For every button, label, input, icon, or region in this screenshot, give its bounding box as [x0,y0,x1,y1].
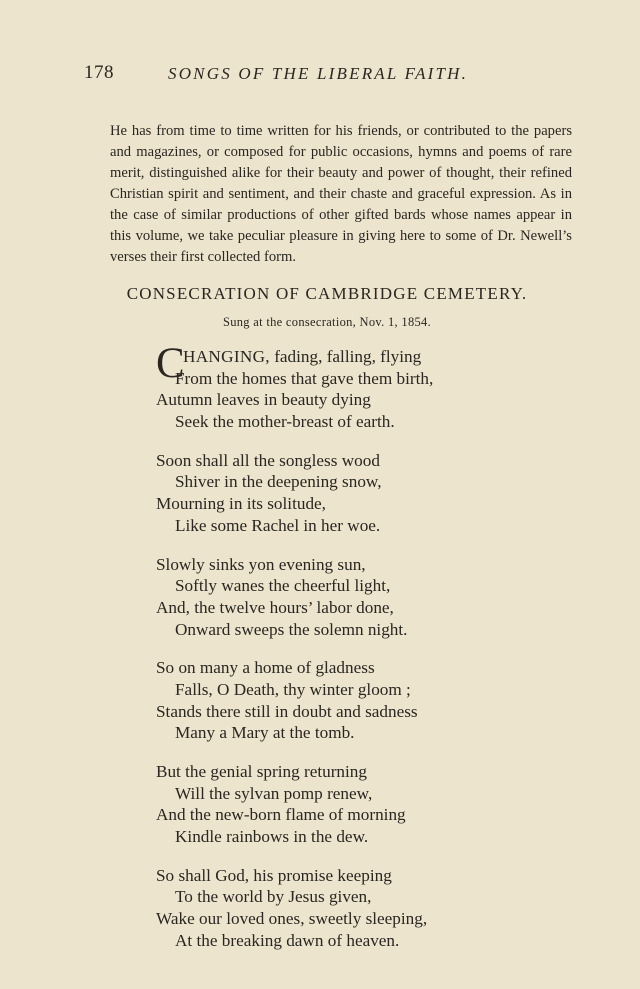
poem-line: Like some Rachel in her woe. [175,515,381,535]
poem-line: Slowly sinks yon evening sun, [156,554,366,574]
stanza [156,340,556,433]
poem-line: Seek the mother-breast of earth. [175,412,395,432]
poem-line: At the breaking dawn of heaven. [175,930,400,950]
poem-line: Mourning in its solitude, [156,494,326,514]
poem-line: So on many a home of gladness [156,658,375,678]
running-head [84,62,584,88]
intro-paragraph: He has from time to time written for his friends, or contributed to the papers and magazines, or composed for public occasions, hymns and poems of rare merit, distinguished alike for their beauty and power of thought, their refined Christian spirit and sentiment, and their chaste and graceful expression. As in the case of similar productions of other gifted bards whose names appear in this volume, we take peculiar pleasure in giving here to some of Dr. Newell’s verses their first collected form. [110,122,572,265]
poem-line: Many a Mary at the tomb. [175,723,355,743]
first-line-caps: HANGING, [183,347,270,366]
poem-line: Will the sylvan pomp renew, [175,783,373,803]
poem-line: Soon shall all the songless wood [156,450,380,470]
poem-line: Autumn leaves in beauty dying [156,390,371,410]
poem-body [156,340,556,969]
drop-cap: C [156,340,185,387]
poem-line: Stands there still in doubt and sadness [156,701,418,721]
poem-line: Shiver in the deepening snow, [175,472,382,492]
poem-title: CONSECRATION OF CAMBRIDGE CEMETERY. [126,284,528,303]
poem-line: And, the twelve hours’ labor done, [156,597,394,617]
poem-line: From the homes that gave them birth, [175,368,434,388]
poem-line: To the world by Jesus given, [175,887,372,907]
poem-line: Kindle rainbows in the dew. [175,827,369,847]
poem-line: Falls, O Death, thy winter gloom ; [175,679,411,699]
stanza [156,554,556,641]
running-title: SONGS OF THE LIBERAL FAITH. [168,64,469,83]
stanza [156,761,556,848]
poem-line: And the new-born flame of morning [156,805,406,825]
poem-line: Softly wanes the cheerful light, [175,576,391,596]
poem-line: Wake our loved ones, sweetly sleeping, [156,909,428,929]
stanza [156,657,556,744]
poem-line: But the genial spring returning [156,762,367,781]
page-number: 178 [84,62,114,83]
poem-subtitle: Sung at the consecration, Nov. 1, 1854. [222,315,432,329]
first-line-rest: fading, falling, flying [269,347,422,366]
stanza [156,865,556,952]
poem-line: Onward sweeps the solemn night. [175,619,408,639]
poem-line: So shall God, his promise keeping [156,865,392,885]
stanza [156,450,556,537]
